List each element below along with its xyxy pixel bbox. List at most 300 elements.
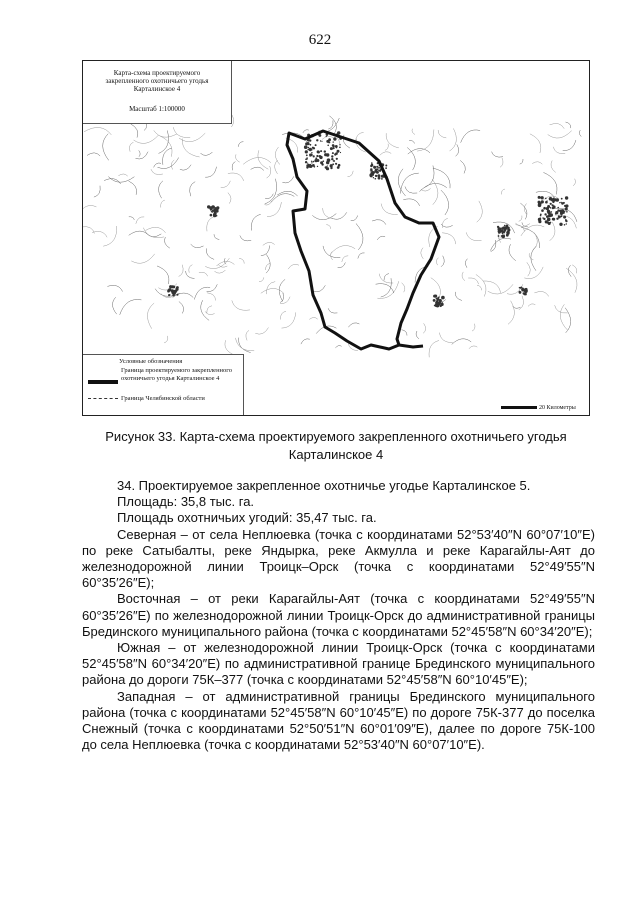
- settlement-dot: [214, 210, 216, 212]
- settlement-dot: [305, 150, 308, 153]
- terrain-contour: [492, 152, 504, 158]
- terrain-contour: [402, 330, 408, 336]
- settlement-dot: [498, 230, 500, 232]
- terrain-contour: [205, 167, 216, 178]
- terrain-contour: [191, 244, 204, 248]
- settlement-dot: [561, 198, 563, 200]
- settlement-dot: [176, 288, 178, 290]
- paragraph-south-boundary: Южная – от железнодорожной линии Троицк-Орск (точка с координатами 52°45′58″N 60°34′20″E) по административной границе Брединского муниципального района до дороги 75К–377 (точка с координатами 52°45′58″N 60°10′45″E);: [82, 640, 595, 688]
- scalebar-label: 20 Километры: [539, 405, 576, 411]
- terrain-contour: [159, 181, 163, 198]
- settlement-dot: [312, 149, 313, 150]
- terrain-contour: [173, 127, 190, 137]
- terrain-contour: [372, 220, 386, 225]
- settlement-dot: [309, 165, 312, 168]
- terrain-contour: [348, 171, 354, 177]
- terrain-contour: [330, 246, 355, 255]
- settlement-dot: [539, 202, 542, 205]
- terrain-contour: [407, 147, 415, 170]
- settlement-dot: [501, 231, 504, 234]
- settlement-dot: [306, 142, 309, 145]
- settlement-dot: [551, 211, 553, 213]
- terrain-contour: [207, 293, 216, 301]
- settlement-dot: [309, 155, 311, 157]
- terrain-contour: [551, 161, 556, 173]
- boundary-tail: [399, 345, 423, 347]
- terrain-contour: [381, 278, 392, 297]
- settlement-dot: [552, 204, 554, 206]
- terrain-contour: [472, 324, 475, 331]
- terrain-contour: [326, 225, 330, 229]
- settlement-dot: [327, 145, 329, 147]
- terrain-contour: [402, 283, 405, 293]
- settlement-dot: [525, 288, 528, 291]
- terrain-contour: [433, 168, 450, 188]
- settlement-dot: [332, 144, 335, 147]
- terrain-contour: [530, 134, 541, 153]
- terrain-contour: [243, 157, 271, 164]
- settlement-dot: [335, 152, 338, 155]
- settlement-dot: [308, 147, 310, 149]
- settlement-dot: [436, 298, 438, 300]
- settlement-dot: [519, 291, 522, 294]
- terrain-contour: [136, 152, 149, 159]
- terrain-contour: [509, 244, 516, 261]
- terrain-contour: [207, 284, 218, 291]
- settlement-dot: [373, 177, 374, 178]
- terrain-contour: [259, 277, 264, 281]
- settlement-dot: [215, 213, 216, 214]
- terrain-contour: [386, 133, 399, 148]
- terrain-contour: [468, 278, 478, 284]
- settlement-dot: [376, 166, 378, 168]
- terrain-contour: [251, 214, 260, 230]
- terrain-contour: [429, 341, 439, 358]
- figure-caption: [82, 428, 590, 464]
- settlement-dot: [437, 297, 439, 299]
- terrain-contour: [107, 285, 122, 291]
- settlement-dot: [442, 296, 443, 297]
- terrain-contour: [335, 346, 341, 348]
- settlement-dot: [335, 163, 337, 165]
- settlement-dot: [335, 145, 338, 148]
- terrain-contour: [358, 253, 365, 259]
- settlement-dot: [317, 150, 320, 153]
- settlement-dot: [560, 215, 562, 217]
- terrain-contour: [120, 299, 142, 314]
- terrain-contour: [236, 338, 255, 351]
- terrain-contour: [385, 144, 388, 151]
- terrain-contour: [186, 271, 195, 279]
- terrain-contour: [179, 265, 184, 277]
- terrain-contour: [520, 159, 523, 164]
- terrain-contour: [143, 228, 164, 238]
- settlement-dot: [565, 219, 567, 221]
- terrain-contour: [465, 259, 467, 268]
- terrain-contour: [462, 272, 465, 281]
- settlement-dot: [544, 213, 546, 215]
- terrain-contour: [267, 166, 271, 178]
- terrain-contour: [194, 287, 210, 299]
- settlement-dot: [546, 215, 549, 218]
- terrain-contour: [139, 150, 140, 156]
- settlement-dot: [376, 168, 377, 169]
- terrain-contour: [528, 304, 535, 307]
- map-title-line: Карта-схема проектируемого: [113, 69, 201, 77]
- terrain-contour: [560, 304, 568, 330]
- terrain-contour: [280, 293, 284, 302]
- settlement-dot: [507, 231, 509, 233]
- terrain-contour: [501, 189, 504, 194]
- paragraph-hunting-area: Площадь охотничьих угодий: 35,47 тыс. га.: [117, 510, 377, 526]
- terrain-contour: [151, 169, 163, 174]
- terrain-contour: [550, 123, 565, 128]
- terrain-contour: [199, 272, 208, 276]
- terrain-contour: [417, 130, 434, 152]
- terrain-contour: [455, 292, 462, 301]
- terrain-contour: [466, 232, 481, 240]
- terrain-contour: [206, 248, 214, 259]
- terrain-contour: [441, 256, 444, 267]
- thick-line-icon: [88, 380, 118, 384]
- terrain-contour: [423, 323, 425, 333]
- settlement-dot: [330, 167, 332, 169]
- settlement-dot: [320, 140, 321, 141]
- settlement-dot: [565, 207, 568, 210]
- settlement-dot: [336, 158, 338, 160]
- terrain-contour: [440, 333, 453, 343]
- settlement-dot: [169, 294, 170, 295]
- settlement-dot: [385, 167, 387, 169]
- terrain-contour: [476, 275, 486, 297]
- terrain-contour: [490, 238, 511, 250]
- terrain-contour: [400, 173, 419, 193]
- settlement-dot: [538, 196, 541, 199]
- terrain-contour: [543, 172, 557, 194]
- terrain-contour: [508, 301, 514, 325]
- terrain-contour: [524, 204, 527, 215]
- terrain-contour: [129, 142, 133, 152]
- terrain-contour: [160, 136, 173, 157]
- terrain-contour: [322, 136, 334, 139]
- terrain-contour: [573, 179, 575, 186]
- settlement-dot: [550, 207, 552, 209]
- settlement-dot: [545, 198, 547, 200]
- terrain-contour: [441, 224, 453, 227]
- settlement-dot: [540, 215, 542, 217]
- map-scalebar: [501, 401, 581, 409]
- terrain-contour: [104, 179, 121, 184]
- settlement-dot: [337, 150, 340, 153]
- terrain-contour: [351, 216, 358, 221]
- settlement-dot: [540, 196, 543, 199]
- terrain-contour: [255, 328, 268, 335]
- terrain-contour: [157, 266, 169, 284]
- settlement-dot: [440, 305, 442, 307]
- terrain-contour: [246, 330, 249, 340]
- settlement-dot: [558, 216, 561, 219]
- settlement-dot: [311, 161, 312, 162]
- settlement-dot: [564, 224, 566, 226]
- terrain-contour: [232, 162, 235, 171]
- settlement-dot: [538, 218, 541, 221]
- terrain-contour: [113, 297, 117, 314]
- settlement-dot: [563, 216, 566, 219]
- settlement-dot: [504, 229, 506, 231]
- settlement-dot: [307, 163, 308, 164]
- terrain-contour: [136, 217, 144, 224]
- terrain-contour: [288, 264, 299, 269]
- settlement-dot: [374, 172, 375, 173]
- settlement-dot: [340, 152, 341, 153]
- terrain-contour: [450, 128, 457, 151]
- settlement-dot: [324, 150, 326, 152]
- settlement-dot: [563, 210, 564, 211]
- terrain-contour: [460, 160, 465, 173]
- settlement-dot: [373, 174, 375, 176]
- settlement-dot: [565, 204, 568, 207]
- terrain-contour: [377, 236, 385, 240]
- terrain-contour: [527, 262, 530, 276]
- terrain-contour: [412, 129, 415, 135]
- settlement-dot: [333, 141, 334, 142]
- terrain-contour: [266, 282, 275, 295]
- settlement-dot: [323, 160, 325, 162]
- settlement-dot: [442, 302, 443, 303]
- settlement-dot: [177, 294, 179, 296]
- settlement-dot: [565, 196, 568, 199]
- settlement-dot: [497, 226, 499, 228]
- paragraph-heading: 34. Проектируемое закрепленное охотничье угодье Карталинское 5.: [117, 478, 531, 493]
- settlement-dot: [433, 299, 436, 302]
- settlement-dot: [333, 160, 335, 162]
- terrain-contour: [534, 291, 548, 296]
- settlement-dot: [381, 178, 383, 180]
- settlement-dot: [311, 162, 312, 163]
- terrain-contour: [338, 263, 346, 268]
- terrain-contour: [265, 179, 277, 204]
- settlement-dot: [313, 155, 315, 157]
- settlement-dot: [562, 211, 565, 214]
- settlement-dot: [330, 164, 333, 167]
- settlement-dot: [210, 214, 213, 217]
- terrain-contour: [163, 148, 172, 165]
- legend-heading: Условные обозначения: [119, 358, 183, 365]
- terrain-contour: [165, 237, 170, 248]
- settlement-dot: [167, 289, 169, 291]
- terrain-contour: [205, 258, 229, 268]
- settlement-dot: [332, 152, 334, 154]
- map-title-line: Карталинское 4: [133, 85, 181, 93]
- settlement-dot: [373, 166, 376, 169]
- settlement-dot: [557, 207, 559, 209]
- terrain-contour: [103, 134, 109, 161]
- settlement-dot: [319, 134, 322, 137]
- settlement-dot: [563, 202, 565, 204]
- settlement-dot: [310, 144, 312, 146]
- settlement-dot: [339, 144, 340, 145]
- settlement-dot: [543, 218, 545, 220]
- settlement-dot: [550, 222, 552, 224]
- settlement-dot: [556, 218, 558, 220]
- terrain-contour: [87, 153, 100, 156]
- terrain-contour: [436, 258, 438, 265]
- settlement-dot: [498, 235, 500, 237]
- settlement-dot: [550, 203, 552, 205]
- paragraph-area: Площадь: 35,8 тыс. га.: [117, 494, 255, 510]
- settlement-dot: [216, 215, 218, 217]
- terrain-contour: [215, 270, 226, 273]
- terrain-contour: [207, 306, 212, 313]
- terrain-contour: [201, 300, 209, 320]
- terrain-contour: [398, 169, 405, 196]
- settlement-dot: [545, 201, 548, 204]
- settlement-dot: [321, 141, 322, 142]
- terrain-contour: [238, 142, 243, 147]
- settlement-dot: [315, 157, 317, 159]
- terrain-contour: [236, 154, 240, 162]
- terrain-contour: [550, 222, 555, 241]
- terrain-contour: [108, 177, 134, 183]
- terrain-contour: [309, 317, 317, 319]
- settlement-dot: [555, 198, 559, 202]
- terrain-contour: [416, 331, 419, 339]
- settlement-dot: [304, 145, 308, 149]
- terrain-contour: [280, 297, 290, 304]
- settlement-dot: [312, 164, 315, 167]
- terrain-contour: [532, 162, 542, 164]
- settlement-dot: [339, 147, 341, 149]
- settlement-dot: [311, 152, 312, 153]
- terrain-contour: [179, 133, 205, 142]
- terrain-contour: [228, 173, 244, 181]
- terrain-contour: [303, 130, 309, 133]
- settlement-dot: [331, 158, 333, 160]
- settlement-dot: [376, 171, 379, 174]
- terrain-contour: [214, 234, 219, 239]
- settlement-dot: [213, 213, 215, 215]
- settlement-dot: [216, 206, 219, 209]
- terrain-contour: [129, 181, 137, 195]
- settlement-dot: [555, 211, 558, 214]
- terrain-contour: [348, 323, 359, 327]
- terrain-contour: [261, 288, 284, 293]
- terrain-contour: [83, 205, 96, 213]
- terrain-contour: [171, 160, 174, 170]
- settlement-dot: [438, 299, 440, 301]
- terrain-contour: [103, 226, 117, 246]
- settlement-dot: [506, 234, 509, 237]
- terrain-contour: [263, 242, 275, 245]
- settlement-dot: [316, 139, 318, 141]
- map-legend: [83, 354, 244, 416]
- terrain-contour: [271, 194, 294, 203]
- terrain-contour: [207, 216, 216, 231]
- paragraph-east-boundary: Восточная – от реки Карагайлы-Аят (точка с координатами 52°49′55″N 60°35′26″E) по железнодорожной линии Троицк-Орск до административной границы Брединского муниципального района (точка с координатами 52°45′58″N 60°34′20″E);: [82, 591, 595, 639]
- terrain-contour: [469, 346, 477, 349]
- terrain-contour: [218, 265, 227, 268]
- settlement-dot: [176, 291, 177, 292]
- terrain-contour: [442, 233, 456, 244]
- settlement-dot: [504, 225, 505, 226]
- terrain-contour: [563, 140, 576, 150]
- terrain-contour: [301, 339, 310, 344]
- terrain-contour: [408, 149, 430, 154]
- settlement-dot: [371, 162, 373, 164]
- terrain-contour: [424, 166, 434, 188]
- map-figure: [82, 60, 590, 416]
- settlement-dot: [433, 295, 436, 298]
- settlement-dot: [549, 213, 553, 217]
- terrain-contour: [232, 300, 250, 310]
- settlement-dot: [316, 155, 318, 157]
- terrain-contour: [548, 131, 572, 138]
- terrain-contour: [251, 167, 264, 170]
- settlement-dot: [507, 227, 509, 229]
- terrain-contour: [221, 181, 231, 188]
- settlement-dot: [375, 175, 377, 177]
- terrain-contour: [328, 308, 337, 313]
- terrain-contour: [265, 194, 273, 199]
- map-title: [83, 69, 231, 93]
- settlement-dot: [337, 131, 340, 134]
- settlement-dot: [306, 154, 308, 156]
- settlement-dot: [328, 138, 331, 141]
- settlement-dot: [169, 285, 172, 288]
- terrain-contour: [239, 258, 244, 263]
- settlement-dot: [559, 202, 560, 203]
- terrain-contour: [282, 176, 293, 183]
- terrain-contour: [154, 163, 162, 167]
- terrain-contour: [147, 303, 154, 329]
- terrain-contour: [456, 144, 459, 156]
- terrain-contour: [555, 305, 568, 313]
- settlement-dot: [320, 150, 322, 152]
- settlement-dot: [552, 207, 554, 209]
- terrain-contour: [129, 217, 135, 220]
- paragraph-west-boundary: Западная – от административной границы Брединского муниципального района (точка с координатами 52°45′58″N 60°10′45″E) по дороге 75К-377 до поселка Снежный (точка с координатами 52°50′51″N 60°01′09″E), далее по дороге 75К-100 до села Неплюевка (точка с координатами 52°53′40″N 60°07′10″E).: [82, 688, 595, 753]
- settlement-dot: [326, 136, 327, 137]
- terrain-contour: [180, 165, 191, 170]
- map-title-line: закрепленного охотничьего угодья: [105, 77, 209, 85]
- terrain-contour: [452, 339, 472, 345]
- terrain-contour: [566, 122, 571, 128]
- terrain-contour: [225, 340, 233, 354]
- terrain-contour: [409, 141, 414, 144]
- terrain-contour: [441, 190, 449, 215]
- scalebar-bar: [501, 406, 537, 409]
- terrain-contour: [265, 201, 272, 205]
- settlement-dot: [519, 287, 521, 289]
- settlement-dot: [541, 209, 544, 212]
- terrain-contour: [531, 246, 536, 271]
- settlement-dot: [551, 199, 554, 202]
- settlement-dot: [547, 218, 551, 222]
- settlement-dot: [337, 166, 340, 169]
- terrain-contour: [500, 158, 503, 168]
- settlement-dot: [378, 170, 379, 171]
- map-scale: Масштаб 1:100000: [129, 105, 185, 113]
- terrain-contour: [438, 130, 446, 138]
- terrain-contour: [164, 336, 168, 343]
- terrain-contour: [380, 152, 392, 156]
- settlement-dot: [375, 178, 377, 180]
- settlement-dot: [173, 292, 176, 295]
- settlement-dot: [313, 147, 315, 149]
- terrain-contour: [461, 130, 481, 143]
- settlement-dot: [326, 167, 329, 170]
- terrain-contour: [84, 127, 111, 134]
